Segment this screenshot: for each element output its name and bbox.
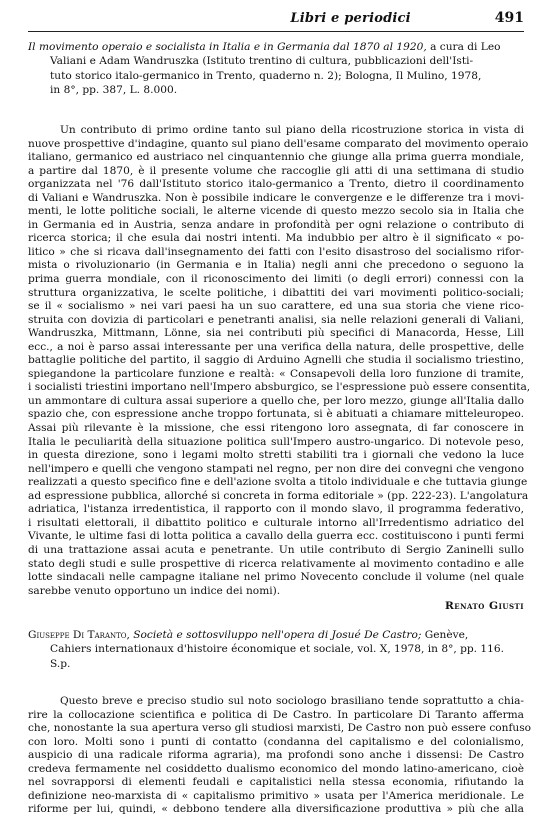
page-number: 491 — [494, 10, 524, 26]
review-2-heading-line-2: Cahiers internationaux d'histoire économique et sociale, vol. X, 1978, in 8°, pp. 116. — [50, 643, 504, 656]
review-1-body — [28, 124, 531, 598]
review-2-heading-line-1 — [28, 628, 524, 642]
review-1-heading-line-4: in 8°, pp. 387, L. 8.000. — [50, 83, 178, 96]
review-1-body-line: ricerca storica; il che esula dai nostri intenti. Ma indubbio per altro è il significato « po- — [28, 232, 524, 245]
review-1-body-line: Assai più rilevante è la missione, che essi ritengono loro assegnata, di far conoscere in — [28, 422, 524, 435]
review-1-body-line: struita con dovizia di particolari e penetranti analisi, sia nelle relazioni generali di Valiani, — [28, 313, 524, 326]
review-1-body-line: nell'impero e quelli che vengono stampati nel regno, per non dire dei convegni che vengono — [28, 462, 524, 475]
review-1-body-line: in Germania ed in Austria, senza andare in profondità per ogni relazione o contributo di — [28, 218, 524, 231]
review-1-body-line: battaglie politiche del partito, il saggio di Arduino Agnelli che studia il socialismo triestino, — [28, 354, 524, 367]
review-1-body-line: sarebbe venuto opportuno un indice dei nomi). — [28, 584, 281, 597]
review-1-heading-line-2: Valiani e Adam Wandruszka (Istituto trentino di cultura, pubblicazioni dell'Isti- — [50, 55, 474, 68]
review-2-heading — [28, 628, 524, 671]
review-2-author: Giuseppe Di Taranto, — [28, 629, 130, 641]
review-2-body — [28, 695, 532, 817]
review-2-body-line: auspicio di una radicale riforma agraria), ma profondi sono anche i dissensi: De Castro — [28, 749, 524, 762]
review-2-heading-line-3: S.p. — [50, 657, 71, 670]
review-1-body-line: spazio che, con espressione anche troppo fortunata, si è abituati a chiamare mitteleuropeo. — [28, 408, 524, 421]
review-1-body-line: mista o rivoluzionario (in Germania e in Italia) negli anni che precedono o seguono la — [28, 259, 524, 272]
review-1-body-line: italiano, germanico ed austriaco nel cinquantennio che giunge alla prima guerra mondiale, — [28, 151, 524, 164]
review-2-book-title: Società e sottosviluppo nell'opera di Josué De Castro; — [133, 629, 422, 641]
review-1-signature: Renato Giusti — [444, 600, 524, 612]
review-1-body-line: in questa direzione, sono i legami molto stretti stabiliti tra i giornali che vedono la luce — [28, 449, 524, 462]
review-2-body-line: con loro. Molti sono i punti di contatto (condanna del capitalismo e del colonialismo, — [28, 735, 524, 748]
review-1-body-line: Un contributo di primo ordine tanto sul piano della ricostruzione storica in vista di — [60, 124, 524, 136]
review-1-body-line: adriatica, l'istanza irredentistica, il rapporto con il mondo slavo, il programma federativo, — [28, 503, 524, 516]
review-1-body-line: i risultati elettorali, il dibattito politico e culturale intorno all'Irredentismo adriatico del — [28, 516, 524, 529]
review-2-body-line: credeva fermamente nel cosiddetto dualismo economico del mondo latino-americano, cioè — [28, 762, 524, 775]
review-1-body-line: litico » che si ricava dall'insegnamento dei fatti con l'esito disastroso del socialismo rifor- — [28, 245, 524, 258]
review-2-body-line: Questo breve e preciso studio sul noto sociologo brasiliano tende soprattutto a chia- — [60, 695, 524, 707]
review-1-body-line: spiegandone la particolare funzione e realtà: « Consapevoli della loro funzione di tramite, — [28, 367, 524, 380]
review-1-body-line: struttura organizzativa, le scelte politiche, i dibattiti dei vari movimenti politico-sociali; — [28, 286, 524, 299]
review-1-body-line: stato degli studi e sulle prospettive di ricerca relativamente al movimento contadino e alle — [28, 557, 524, 570]
review-1-heading-line-1 — [28, 40, 524, 54]
review-1-body-line: prima guerra mondiale, con il riconoscimento dei limiti (o degli errori) connessi con la — [28, 273, 524, 286]
review-2-heading-place: Genève, — [421, 629, 469, 641]
running-title: Libri e periodici — [290, 11, 411, 26]
review-1-body-line: ad espressione pubblica, allorché si concreta in forma editoriale » (pp. 222-23). L'angolatura — [28, 489, 529, 502]
review-1-body-line: ecc., a noi è parso assai interessante per una verifica della natura, delle prospettive, delle — [28, 340, 524, 353]
review-1-body-line: di una trattazione assai acuta e penetrante. Un utile contributo di Sergio Zaninelli sullo — [28, 543, 524, 556]
review-1-body-line: organizzata nel '76 dall'Istituto storico italo-germanico a Trento, dietro il coordinamento — [28, 178, 524, 191]
review-1-body-line: nuove prospettive d'indagine, quanto sul piano dell'esame comparato del movimento operaio — [28, 137, 529, 150]
review-2-body-line: nel sovrapporsi di elementi feudali e capitalistici nella stessa economia, rifiutando la — [28, 776, 524, 789]
review-1-body-line: Wandruszka, Mittmann, Lönne, sia nei contributi più specifici di Manacorda, Hesse, Lill — [28, 327, 524, 340]
review-1-body-line: Vivante, le ultime fasi di lotta politica a cavallo della guerra ecc. costituiscono i punti fermi — [28, 530, 524, 543]
review-1-heading — [28, 40, 524, 97]
review-1-heading-editors: a cura di Leo — [426, 41, 501, 53]
review-2-body-line: riforme per lui, quindi, « debbono tendere alla diversificazione produttiva » più che alla — [28, 803, 524, 816]
review-1-heading-line-3: tuto storico italo-germanico in Trento, quaderno n. 2); Bologna, Il Mulino, 1978, — [50, 69, 482, 82]
review-1-body-line: lotte sindacali nelle campagne italiane nel primo Novecento conclude il volume (nel quale — [28, 571, 524, 584]
review-1-body-line: se il « socialismo » nei vari paesi ha un suo carattere, ed una sua storia che viene rico- — [28, 300, 524, 313]
running-head — [28, 10, 524, 28]
review-2-body-line: che, nonostante la sua apertura verso gli studiosi marxisti, De Castro non può essere confuso — [28, 722, 532, 735]
review-1-book-title: Il movimento operaio e socialista in Italia e in Germania dal 1870 al 1920, — [28, 41, 427, 53]
review-1-body-line: un ammontare di cultura assai superiore a quello che, per loro mezzo, giunge all'Italia dallo — [28, 394, 524, 407]
review-1-body-line: di Valiani e Wandruszka. Non è possibile indicare le convergenze e le differenze tra i movi- — [28, 191, 524, 204]
review-1-body-line: i socialisti triestini importano nell'Impero absburgico, se l'espressione può essere consentita, — [28, 381, 531, 394]
header-rule — [28, 31, 524, 32]
review-1-body-line: menti, le lotte politiche sociali, le alterne vicende di questo mezzo secolo sia in Italia che — [28, 205, 524, 218]
review-2-body-line: definizione neo-marxista di « capitalismo primitivo » usata per l'America meridionale. Le — [28, 789, 524, 802]
review-1-body-line: a partire dal 1870, è il presente volume che raccoglie gli atti di una settimana di studio — [28, 164, 524, 177]
review-1-body-line: Italia le peculiarità della situazione politica sull'Impero austro-ungarico. Di notevole peso, — [28, 435, 524, 448]
review-2-body-line: rire la collocazione scientifica e politica di De Castro. In particolare Di Taranto afferma — [28, 708, 524, 721]
review-1-body-line: realizzati a questo specifico fine e dell'azione svolta a titolo individuale e che tuttavia giunge — [28, 476, 528, 489]
